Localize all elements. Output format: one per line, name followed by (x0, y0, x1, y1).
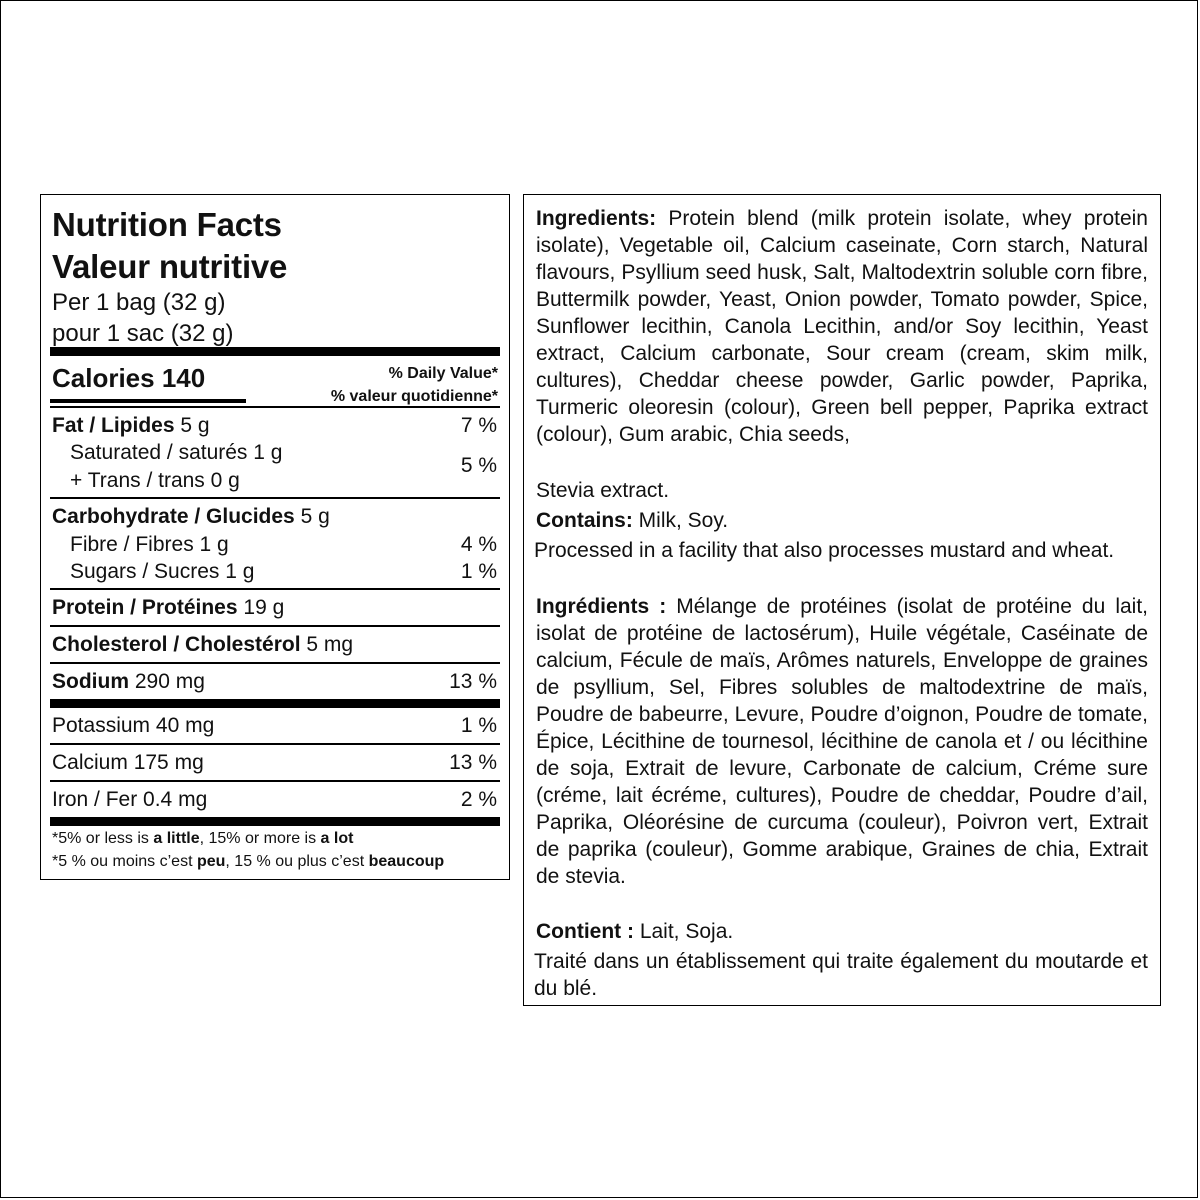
fat-row (52, 412, 497, 439)
ingredients-fr-text: Mélange de protéines (isolat de protéine du lait, isolat de protéine de lactosérum), Huile végétale, Caséinate de calcium, Fécule de maïs, Arômes naturels, Enveloppe de graines de psyllium, Sel, Fibres solubles de maltodextrine de maïs, Poudre de babeurre, Levure, Poudre d’oignon, Poudre de tomate, Épice, Lécithine de tournesol, lécithine de canola et / ou lécithine de soja, Extrait de levure, Carbonate de calcium, Créme sure (créme, lait écréme, cultures), Poudre de cheddar, Poudre d’ail, Paprika, Oléorésine de curcuma (couleur), Poivron vert, Extrait de paprika (couleur), Gomme arabique, Graines de chia, Extrait de stevia. (536, 595, 1148, 888)
carbohydrate-amount: 5 g (300, 505, 330, 528)
footnote-en (52, 827, 444, 850)
ingredients-en-label: Ingredients: (536, 207, 657, 230)
calories-label: Calories (52, 363, 155, 393)
thick-divider (50, 699, 500, 708)
potassium-label: Potassium (52, 714, 151, 737)
fibre-label: Fibre / Fibres (70, 533, 194, 556)
ingredients-en-text: Protein blend (milk protein isolate, whey protein isolate), Vegetable oil, Calcium caseinate, Corn starch, Natural flavours, Psyllium seed husk, Salt, Maltodextrin soluble corn fibre, Buttermilk powder, Yeast, Onion powder, Tomato powder, Spice, Sunflower lecithin, Canola Lecithin, and/or Soy lecithin, Yeast extract, Calcium carbonate, Sour cream (cream, skim milk, cultures), Cheddar cheese powder, Garlic powder, Paprika, Turmeric oleoresin (colour), Green bell pepper, Paprika extract (colour), Gum arabic, Chia seeds, (536, 207, 1148, 446)
contient-label: Contient : (536, 920, 634, 943)
sodium-pct: 13 % (449, 670, 497, 693)
fat-amount: 5 g (180, 414, 210, 437)
cholesterol-label: Cholesterol / Cholestérol (52, 633, 301, 656)
contains-en (536, 507, 1148, 534)
sugars-row (70, 558, 497, 585)
ingredients-en (536, 205, 1148, 448)
sugars-label: Sugars / Sucres (70, 560, 220, 583)
footnote-en-c: , 15% or more is (199, 830, 321, 847)
cholesterol-row (52, 631, 497, 658)
carbohydrate-row (52, 503, 497, 530)
nutrition-facts-panel (40, 194, 510, 880)
fibre-pct: 4 % (460, 533, 497, 556)
contient-text: Lait, Soja. (639, 920, 734, 943)
iron-row (52, 786, 497, 813)
divider (50, 780, 500, 782)
saturated-label: Saturated / saturés (70, 441, 248, 464)
sodium-amount: 290 mg (134, 670, 205, 693)
serving-size (52, 287, 233, 349)
protein-row (52, 594, 497, 621)
sat-trans-pct: 5 % (460, 454, 497, 477)
iron-label: Iron / Fer (52, 788, 138, 811)
contains-fr (536, 918, 1148, 945)
divider (50, 406, 500, 408)
serving-size-en: Per 1 bag (32 g) (52, 289, 226, 316)
facility-en: Processed in a facility that also processes mustard and wheat. (534, 539, 1115, 562)
ingredients-fr (536, 593, 1148, 890)
footnote-fr-c: , 15 % ou plus c’est (225, 853, 369, 870)
footnote (52, 827, 444, 873)
sodium-label: Sodium (52, 670, 129, 693)
potassium-pct: 1 % (460, 714, 497, 737)
trans-amount: 0 g (210, 469, 240, 492)
divider (50, 588, 500, 590)
iron-pct: 2 % (460, 788, 497, 811)
ingredients-en-end: Stevia extract. (536, 479, 670, 502)
saturated-amount: 1 g (253, 441, 283, 464)
sugars-amount: 1 g (225, 560, 255, 583)
divider (50, 625, 500, 627)
protein-amount: 19 g (243, 596, 285, 619)
saturated-row (70, 439, 497, 466)
footnote-en-a: *5% or less is (52, 830, 154, 847)
fibre-amount: 1 g (199, 533, 229, 556)
calcium-row (52, 749, 497, 776)
calories-underline (50, 399, 246, 403)
ingredients-fr-label: Ingrédients : (536, 595, 667, 618)
footnote-fr (52, 850, 444, 873)
potassium-row (52, 712, 497, 739)
calories-value: 140 (161, 363, 206, 393)
calcium-pct: 13 % (449, 751, 497, 774)
divider (50, 662, 500, 664)
protein-label: Protein / Protéines (52, 596, 238, 619)
footnote-en-lot: a lot (320, 830, 354, 847)
facility-fr: Traité dans un établissement qui traite également du moutarde et du blé. (534, 950, 1148, 1000)
nutrition-title-en: Nutrition Facts (52, 206, 282, 243)
carbohydrate-label: Carbohydrate / Glucides (52, 505, 295, 528)
trans-row (70, 467, 497, 494)
fat-label: Fat / Lipides (52, 414, 175, 437)
divider (50, 743, 500, 745)
daily-value-fr: % valeur quotidienne* (330, 388, 498, 405)
contains-label: Contains: (536, 509, 633, 532)
sodium-row (52, 668, 497, 695)
calories (52, 362, 205, 394)
ingredients-panel (523, 194, 1161, 1006)
daily-value-header (331, 362, 498, 408)
contains-text: Milk, Soy. (638, 509, 729, 532)
footnote-en-little: a little (153, 830, 200, 847)
fat-pct: 7 % (460, 414, 497, 437)
nutrition-title (52, 204, 287, 288)
daily-value-en: % Daily Value* (388, 365, 498, 382)
calcium-amount: 175 mg (133, 751, 204, 774)
potassium-amount: 40 mg (155, 714, 215, 737)
iron-amount: 0.4 mg (143, 788, 208, 811)
footnote-fr-peu: peu (196, 853, 226, 870)
footnote-fr-a: *5 % ou moins c’est (52, 853, 197, 870)
serving-size-fr: pour 1 sac (32 g) (52, 320, 234, 347)
trans-label: + Trans / trans (70, 469, 205, 492)
nutrition-title-fr: Valeur nutritive (52, 248, 288, 285)
footnote-fr-beaucoup: beaucoup (368, 853, 445, 870)
thick-divider (50, 347, 500, 356)
sugars-pct: 1 % (460, 560, 497, 583)
cholesterol-amount: 5 mg (306, 633, 354, 656)
thick-divider (50, 817, 500, 826)
calcium-label: Calcium (52, 751, 128, 774)
divider (50, 497, 500, 499)
fibre-row (70, 531, 497, 558)
